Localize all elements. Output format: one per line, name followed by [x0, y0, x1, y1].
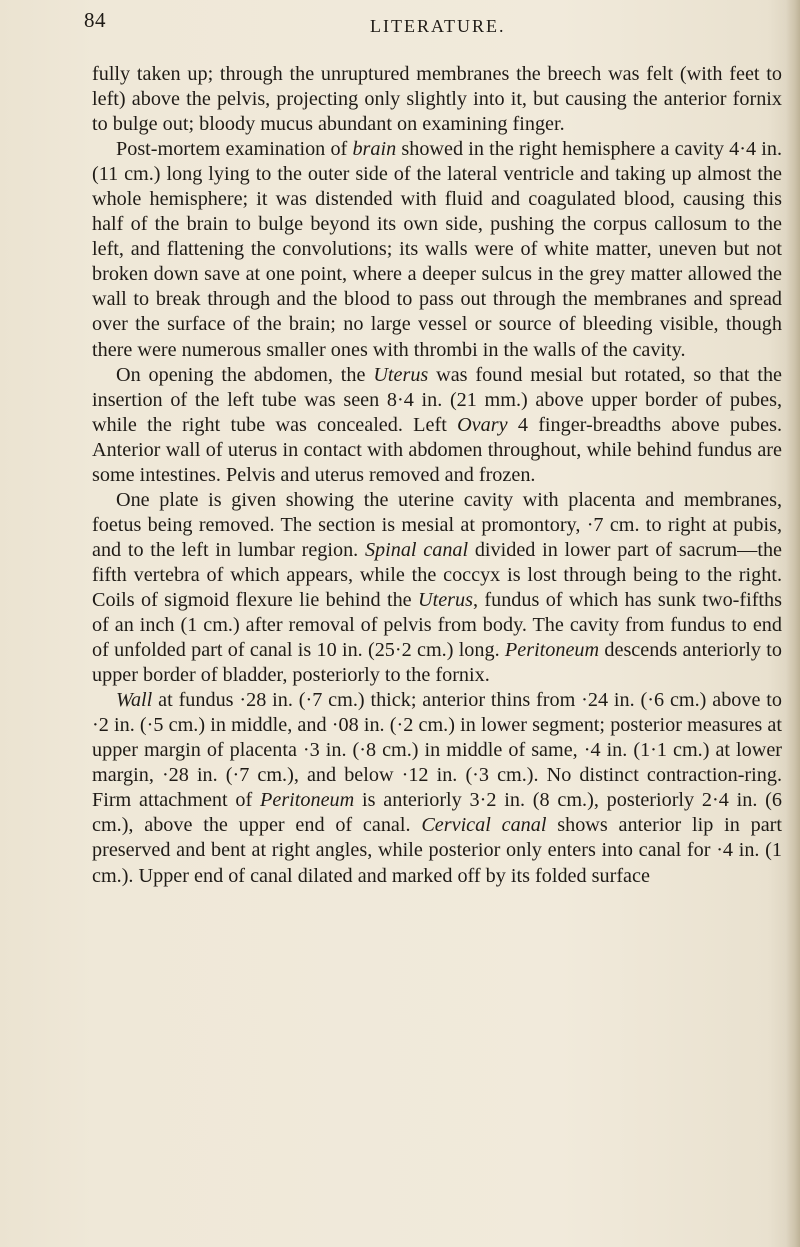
italic-term: Cervical canal: [421, 814, 547, 837]
page-number: 84: [84, 8, 106, 32]
paragraph-1: [92, 62, 782, 137]
italic-term: Peritoneum: [260, 789, 355, 812]
text-segment: descends anteriorly to upper border of bladder, posteriorly to the fornix.: [92, 639, 782, 687]
italic-term: Ovary: [457, 413, 508, 436]
italic-term: Wall: [116, 689, 153, 712]
italic-term: Uterus: [418, 588, 473, 611]
running-title: LITERATURE.: [370, 16, 506, 36]
text-segment: , fundus of which has sunk two-fifths of an inch (1 cm.) after removal of pelvis from body. The cavity from fundus to end of unfolded part of canal is 10 in. (25·2 cm.) long.: [92, 588, 782, 662]
text-segment: at fundus ·28 in. (·7 cm.) thick; anterior thins from ·24 in. (·6 cm.) above to ·2 in. (·5 cm.) in middle, and ·08 in. (·2 cm.) in lower segment; posterior measures at upper margin of placenta ·3 in. (·8 cm.) in middle of same, ·4 in. (1·1 cm.) at lower margin, ·28 in. (·7 cm.), and below ·12 in. (·3 cm.). No distinct contraction-ring. Firm attachment of: [92, 689, 782, 812]
paragraph-4: [92, 488, 782, 688]
italic-term: brain: [352, 138, 397, 161]
italic-term: Spinal canal: [364, 538, 469, 561]
text-segment: is anteriorly 3·2 in. (8 cm.), posteriorly 2·4 in. (6 cm.), above the upper end of canal.: [92, 789, 782, 837]
text-segment: Post-mortem examination of: [116, 138, 353, 161]
text-segment: shows anterior lip in part preserved and bent at right angles, while posterior only enters into canal for ·4 in. (1 cm.). Upper end of canal dilated and marked off by its folded surface: [92, 814, 782, 887]
text-segment: fully taken up; through the unruptured membranes the breech was felt (with feet to left) above the pelvis, projecting only slightly into it, but causing the anterior fornix to bulge out; bloody mucus abundant on examining finger.: [92, 63, 782, 136]
italic-term: Uterus: [373, 363, 429, 386]
body-text: [92, 62, 782, 889]
italic-term: Peritoneum: [504, 639, 600, 662]
paragraph-3: [92, 363, 782, 488]
paragraph-5: [92, 688, 782, 888]
text-segment: was found mesial but rotated, so that the insertion of the left tube was seen 8·4 in. (21 mm.) above upper border of pubes, while the right tube was concealed. Left: [92, 363, 782, 436]
text-segment: showed in the right hemisphere a cavity 4·4 in. (11 cm.) long lying to the outer side of the lateral ventricle and taking up almost the whole hemisphere; it was distended with fluid and coagulated blood, causing this half of the brain to bulge beyond its own side, pushing the corpus callosum to the left, and flattening the convolutions; its walls were of white matter, uneven but not broken down save at one point, where a deeper sulcus in the grey matter allowed the wall to break through and the blood to pass out through the membranes and spread over the surface of the brain; no large vessel or source of bleeding visible, though there were numerous smaller ones with thrombi in the walls of the cavity.: [92, 138, 782, 361]
paragraph-2: [92, 137, 782, 362]
text-segment: 4 finger-breadths above pubes. Anterior wall of uterus in contact with abdomen throughout, while behind fundus are some intestines. Pelvis and uterus removed and frozen.: [92, 413, 782, 486]
text-segment: divided in lower part of sacrum—the fifth vertebra of which appears, while the coccyx is lost through being to the right. Coils of sigmoid flexure lie behind the: [92, 538, 782, 611]
text-segment: One plate is given showing the uterine cavity with placenta and membranes, foetus being removed. The section is mesial at promontory, ·7 cm. to right at pubis, and to the left in lumbar region.: [92, 488, 782, 561]
page-edge-shadow: [786, 0, 800, 1247]
text-segment: On opening the abdomen, the: [116, 363, 374, 386]
